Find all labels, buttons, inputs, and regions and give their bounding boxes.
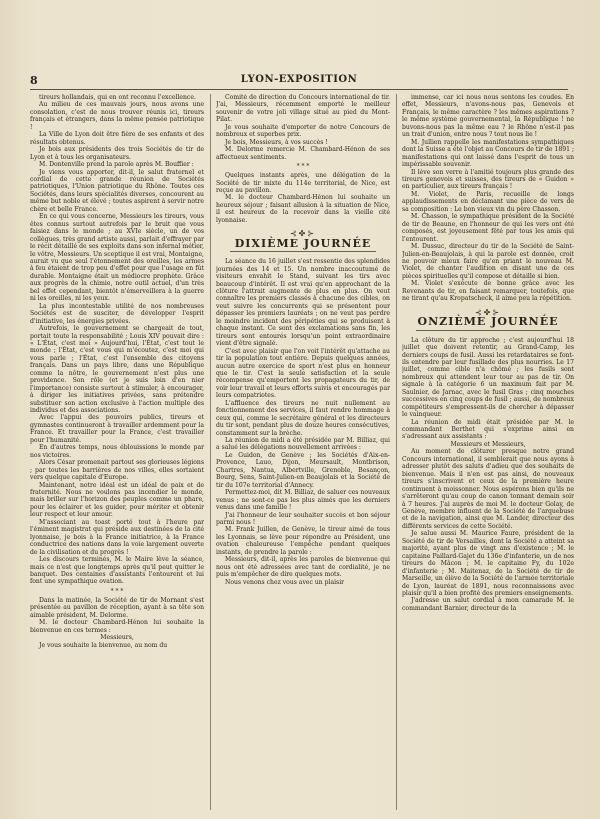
page-header — [30, 74, 568, 88]
paragraph: Alors César promenait partout ses glorieuses légions ; par toutes les barrières de nos villes, elles sortaient vers quelque capitale d'Europe. — [30, 459, 204, 482]
paragraph: Le Guidon, de Genève ; les Sociétés d'Aix-en-Provence, Lauo, Dijon, Meursault, Montbrison, Chartres, Nantua, Albertville, Grenoble, Besançon, Bourg, Sens, Saint-Julien-en Beaujolais et la Société de tir du 107e territorial d'Annecy. — [216, 451, 390, 489]
paragraph: M. Frank Juillen, de Genève, le tireur aimé de tous les Lyonnais, se lève pour répondre au Président, une ovation chaleureuse l'empêche pendant quelques instants, de prendre la parole : — [216, 526, 390, 556]
paragraph: Nous venons chez vous avec un plaisir — [225, 578, 345, 586]
paragraph: M. Dontenville prend la parole après M. Bouffier : — [39, 161, 194, 169]
paragraph: En ce qui vous concerne, Messieurs les tireurs, vous êtes connus surtout autrefois par le bruit que vous faisiez dans le monde ; au XVIe siècle, un de vos collègues, très grand artiste aussi, parlait d'effrayer par le récit détaillé de ses exploits dans son infernal métier, le vôtre, Messieurs. Un sceptique il est vrai, Montaigne, aurait vu que seul l'étonnement des oreilles, les armes à feu étaient de trop peu d'effet pour que l'usage en fût durable. Montaigne était un médiocre prophète. Grâce aux progrès de la chimie, notre outil actuel, d'un très bel effet cependant, bientôt n'émerveillera à la guerre ni les oreilles, ni les yeux. — [30, 213, 204, 303]
paragraph: Je bois aux présidents des trois Sociétés de tir de Lyon et à tous les organisateurs. — [30, 146, 204, 161]
section-title-dixieme: DIXIÈME JOURNÉE — [234, 236, 372, 250]
paragraph: Permettez-moi, dit M. Billiaz, de saluer ces nouveaux venus ; ne sont-ce pas les plus aimés que les derniers venus dans une famille ! — [216, 489, 390, 512]
paragraph: tireurs hollandais, qui en ont reconnu l'excellence. — [39, 94, 196, 101]
paragraph: Je viens vous apporter, dit-il, le salut fraternel et cordial de cette grande réunion de Sociétés patriotiques, l'Union patriotique du Rhône. Toutes ces Sociétés, dans leurs spécialités diverses, concourent au même but noble et élevé ; toutes aspirent à servir notre chère et belle France. — [30, 168, 204, 213]
paragraph: M. le docteur Chambard-Hénon lui souhaite un heureux séjour ; faisant allusion à la situation de Nice, il est heureux de la recevoir dans la vieille cité lyonnaise. — [216, 194, 390, 224]
paragraph: Je bois, Messieurs, à vos succès ! — [225, 138, 328, 146]
paragraph: Comité de direction du Concours international de tir. J'ai, Messieurs, récemment emporté le meilleur souvenir de votre joli village situé au pied du Mont-Pilat. — [216, 94, 390, 124]
paragraph: M'associant au toast porté tout à l'heure par l'éminent magistrat qui préside aux destinées de la cité lyonnaise, je bois à la France initiatrice, à la France conductrice des nations dans la voie largement ouverte de la civilisation et du progrès ! — [30, 518, 204, 556]
paragraph: Il lève son verre à l'amitié toujours plus grande des tireurs genevois et suisses, des tireurs de « Guidon » en particulier, aux tireurs français ! — [402, 168, 574, 191]
paragraph: Avec l'appui des pouvoirs publics, tireurs et gymnastes continueront à travailler ardemment pour la France. Et travailler pour la France, c'est travailler pour l'humanité. — [30, 414, 204, 444]
section-title-onzieme: ONZIÈME JOURNÉE — [417, 315, 559, 329]
paragraph: La clôture du tir approche ; c'est aujourd'hui 18 juillet que doivent retentir, au Grand-Camp, les derniers coups de fusil. Aussi les retardataires se font-ils entendre par leur fusillade des plus nourries. Le 17 juillet, comme cible n'a chômé ; les fusils sont nombreux qui attendent leur tour au pas de tir. On signale à la catégorie 6 un maximum fait par M. Saulnier, de Jarnac, avec le fusil Gras ; cinq mouches successives en cinq coups de fusil ; aussi, de nombreux compétiteurs s'empressent-ils de chercher à dépasser le vainqueur. — [402, 336, 574, 419]
paragraph: Maintenant, notre idéal est un idéal de paix et de fraternité. Nous ne voulons pas incendier le monde, mais briller sur l'horizon des peuples comme un phare, pour les éclairer et les guider, pour mériter et obtenir leur respect et leur amour. — [30, 481, 204, 519]
paragraph: Je vous souhaite la bienvenue, au nom du — [39, 641, 168, 649]
paragraph: M. Violet s'exécute de bonne grâce avec les Revenants de tir, en faisant remarquer, toutefois, que ne tirant qu'au Kropatscheck, il aime peu la répétition. — [402, 280, 574, 303]
column-1 — [30, 94, 204, 810]
paragraph: La plus incontestable utilité de nos nombreuses Sociétés est de susciter, de développer l'esprit d'initiative, les énergies privées. — [30, 302, 204, 325]
paragraph: Je salue aussi M. Maurice Faure, président de la Société de tir de Versailles, dont la Société a atteint sa majorité, ayant plus de vingt ans d'existence ; M. le capitaine Paillard-Gajet du 136e d'infanterie, un de nos tireurs de Mâcon ; M. le capitaine Fy, du 102e d'infanterie ; M. Maitenaz, de la Société de tir de Marseille, un élève de la Société de l'armée territoriale de Lyon, lauréat de 1891, nous reconnaissons avec plaisir qu'il a bien profité des premiers enseignements. — [402, 530, 574, 597]
section-rule — [416, 330, 560, 331]
paragraph: Au moment de clôturer presque notre grand Concours international, il semblerait que nous ayons à adresser plutôt des saluts d'adieu que des souhaits de bienvenue. Mais il n'en est pas ainsi, de nouveaux tireurs s'inscrivent et ceux de la première heure continuent à moissonner. Nous espérons bien qu'ils ne s'arrêteront qu'au coup de canon tonnant demain soir à 7 heures. J'ai auprès de moi M. le docteur Golay, de Genève, membre influent de la Société de l'arquebuse et de la navigation, ainsi que M. Lander, directeur des différents services de cette Société. — [402, 448, 574, 530]
paragraph: M. Delorme remercie M. Chambard-Hénon de ses affectueux sentiments. — [216, 146, 390, 161]
paragraph: immense, car ici nous nous sentons les coudes. En effet, Messieurs, n'avons-nous pas, Genevois et Français, le même caractère ? les mêmes aspirations ? le même système gouvernemental, la République ! ne buvons-nous pas la même eau ? le Rhône n'est-il pas un trait d'union, entre nous ? tout nous lie ! — [402, 94, 574, 139]
section-rule — [230, 251, 376, 252]
paragraph: En d'autres temps, nous éblouissions le monde par nos victoires. — [30, 444, 204, 459]
paragraph: M. le docteur Chambard-Hénon lui souhaite la bienvenue en ces termes : — [30, 619, 204, 634]
asterism: * * * — [296, 163, 310, 171]
running-title: LYON-EXPOSITION — [240, 74, 358, 85]
paragraph: Autrefois, le gouvernement se chargeait de tout, portait toute la responsabilité ; Louis XIV pouvait dire : « L'État, c'est moi » Aujourd'hui, l'État, c'est tout le monde ; l'État, c'est vous qui m'écoutez, c'est moi qui vous parle ; l'État, c'est l'ensemble des citoyens français. Dans un pays libre, dans une République comme la nôtre, le gouvernement n'est plus une providence. Son rôle (et je suis loin d'en nier l'importance) consiste surtout à stimuler, à encourager, à diriger les initiatives privées, sans prétendre substituer son action exclusive à l'action multiple des individus et des associations. — [30, 325, 204, 415]
paragraph: J'adresse un salut cordial à mon camarade M. le commandant Barnier, directeur de la — [402, 597, 574, 612]
paragraph: La réunion de midi était présidée par M. le commandant Berthet qui s'exprime ainsi en s'adressant aux assistants : — [402, 418, 574, 441]
salutation: Messieurs, — [100, 634, 134, 642]
paragraph: La réunion de midi a été présidée par M. Billiaz, qui a salué les délégations nouvellement arrivées : — [216, 437, 390, 452]
paragraph: Au milieu de ces mauvais jours, nous avons une consolation, c'est de nous trouver réunis ici, tireurs français et étrangers, dans la même pensée patriotique ! — [30, 101, 204, 131]
paragraph: Messieurs, dit-il, après les paroles de bienvenue qui nous ont été adressées avec tant de cordialité, je ne puis m'empêcher de dire quelques mots. — [216, 556, 390, 579]
paragraph: Les discours terminés, M. le Maire lève la séance, mais ce n'est que longtemps après qu'il peut quitter le banquet. Des centaines d'assistants l'entourent et lui font une sympathique ovation. — [30, 556, 204, 586]
fleuron-ornament: ⊰✤⊱ — [289, 229, 317, 239]
page-number: 8 — [30, 74, 38, 87]
paragraph: M. Violet, de Paris, recueille de longs applaudissements en déclamant une pièce de vers de sa composition : Le bon vieux vin du père Chasson. — [402, 190, 574, 213]
column-3 — [402, 94, 574, 810]
paragraph: La Ville de Lyon doit être fière de ses enfants et des résultats obtenus. — [30, 131, 204, 146]
asterism: * * * — [110, 587, 124, 595]
paragraph: Je vous souhaite d'emporter de notre Concours de nombreux et superbes prix. — [216, 123, 390, 139]
paragraph: La séance du 16 juillet s'est ressentie des splendides journées des 14 et 15. Un nombre inaccoutumé de visiteurs envahit le Stand, suivant les tirs avec beaucoup d'intérêt. Il est vrai qu'en approchant de la clôture l'attrait augmente de plus en plus. On veut connaître les premiers classés à chacune des cibles, on veut suivre les concurrents qui se présentent pour dépasser les premiers lauréats ; on ne veut pas perdre le moindre incident des péripéties qui se produisent à chaque instant. Ce sont des exclamations sans fin, les tireurs sont entourés lorsqu'un point extraordinaire vient d'être signalé. — [216, 258, 390, 348]
column-divider — [210, 94, 211, 810]
fleuron-ornament: ⊰✤⊱ — [474, 307, 502, 317]
header-rule — [30, 89, 568, 90]
paragraph: Quelques instants après, une délégation de la Société de tir mixte du 114e territorial, de Nice, est reçue au pavillon. — [216, 172, 390, 194]
paragraph: M. Jullien rappelle les manifestations sympathiques dont la Suisse a été l'objet au Concours de tir de 1891 ; manifestations qui ont laissé dans l'esprit de tous un impérissable souvenir. — [402, 138, 574, 169]
paragraph: M. Dussuc, directeur du tir de la Société de Saint-Julien-en-Beaujolais, à qui la parole est donnée, croit ne pouvoir mieux faire qu'en priant le nouveau M. Violet, de chanter l'audition en disant une de ces pièces spirituelles qu'il compose et détaille si bien. — [402, 243, 574, 280]
paragraph: Dans la matinée, la Société de tir de Mornant s'est présentée au pavillon de réception, ayant à sa tête son aimable président, M. Delorme. — [30, 596, 204, 619]
paragraph: M. Chasson, le sympathique président de la Société de tir de Beaune, en l'honneur de qui les vers ont été composés, est joyeusement fêté par tous les amis qui l'entourent. — [402, 213, 574, 243]
paragraph: J'ai l'honneur de leur souhaiter succès et bon séjour parmi nous ! — [216, 511, 390, 527]
column-2 — [216, 94, 390, 810]
salutation: Messieurs et Messieurs, — [450, 440, 526, 448]
paragraph: L'affluence des tireurs ne nuit nullement au fonctionnement des services, il faut rendre hommage à ceux qui, comme le secrétaire général et les directeurs du tir sont, pendant plus de douze heures consécutives, constamment sur la brèche. — [216, 399, 390, 437]
paragraph: C'est avec plaisir que l'on voit l'intérêt qu'attache au tir la population tout entière. Depuis quelques années, aucun autre exercice de sport n'est plus en honneur que le tir. C'est la seule satisfaction et la seule récompense qu'emportent les propagateurs du tir, de voir leur travail et leurs efforts suivis et encouragés par leurs compatriotes. — [216, 347, 390, 400]
column-divider — [396, 94, 397, 810]
